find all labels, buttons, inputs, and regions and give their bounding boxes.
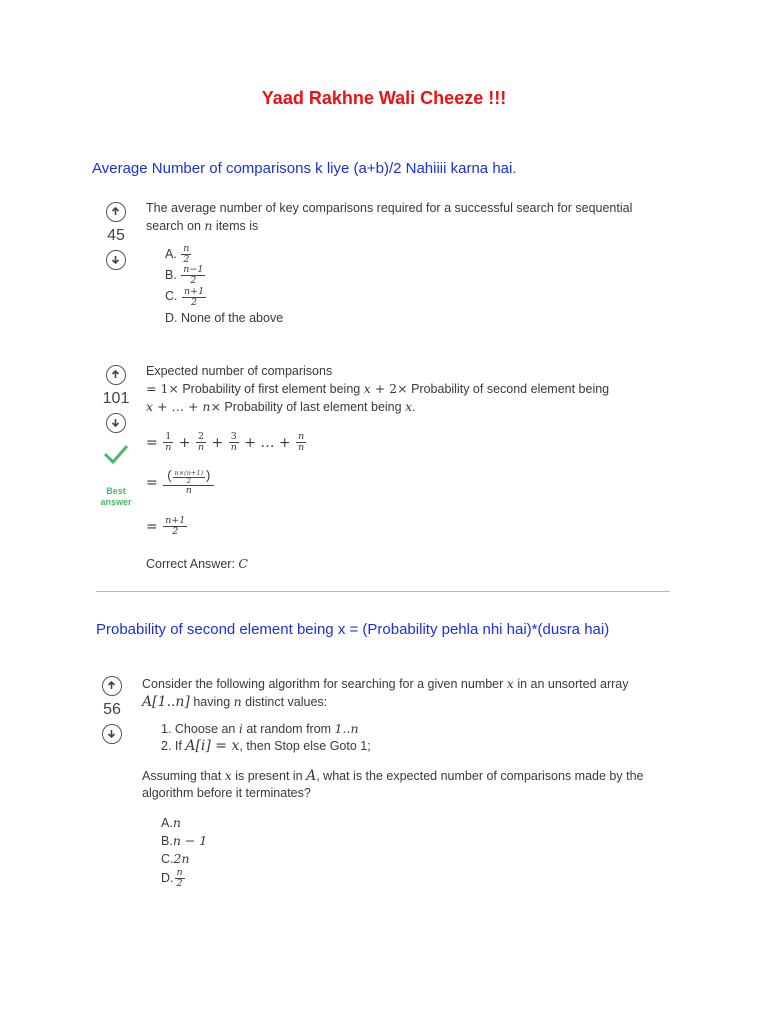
a1-equation-3: = $\frac{n+1}{2}$ (146, 515, 186, 537)
q1-option-a: A. $\frac{n}{2}$ (165, 243, 190, 266)
a1-correct-answer: Correct Answer: C (146, 556, 248, 571)
q2-question: Consider the following algorithm for searching for a given number x in an unsorted array A[1..n] having n distinct values: (142, 676, 629, 710)
q1-option-c: C. $\frac{n+1}{2}$ (165, 285, 205, 308)
q2-step-1: 1. Choose an i at random from 1..n (161, 721, 359, 736)
downvote-icon[interactable] (102, 724, 122, 744)
q2-assumption: Assuming that x is present in A, what is the expected number of comparisons made by the algorithm before it terminates? (142, 768, 644, 800)
q1-vote-count: 45 (107, 227, 125, 244)
q2-algorithm-steps (161, 720, 371, 755)
checkmark-icon (96, 443, 136, 470)
note-average-comparisons: Average Number of comparisons k liye (a+b)/2 Nahiiii karna hai. (92, 160, 517, 177)
q2-option-a: A.n (161, 815, 181, 830)
downvote-icon[interactable] (106, 250, 126, 270)
upvote-icon[interactable] (102, 676, 122, 696)
q2-options (161, 814, 207, 889)
q1-vote-box (96, 202, 136, 270)
a1-equation-2: = ( $\frac{n\times(n+1)}{2}$ ) n (146, 470, 215, 496)
q2-option-b: B.n − 1 (161, 833, 208, 848)
q1-question: The average number of key comparisons required for a successful search for sequential search on n items is (146, 201, 633, 233)
a1-vote-count: 101 (102, 390, 130, 407)
a1-vote-box (96, 365, 136, 508)
q2-option-d: D. $\frac{n}{2}$ (161, 867, 183, 889)
section-divider (96, 591, 670, 592)
q2-step-2: 2. If A[i] = x, then Stop else Goto 1; (161, 738, 371, 754)
a1-equation-1: = $\frac{1}{n}$ + $\frac{2}{n}$ + $\frac{3}{n}$ + … + $\frac{n}{n}$ (146, 431, 305, 453)
q2-vote-count: 56 (103, 701, 121, 718)
q2-vote-box (92, 676, 132, 744)
q1-option-d: D. None of the above (165, 310, 284, 325)
a1-explanation: Expected number of comparisons = 1× Probability of first element being x + 2× Probability of second element being x + … + n× Probability of last element being x. (146, 364, 610, 414)
upvote-icon[interactable] (106, 202, 126, 222)
page-title: Yaad Rakhne Wali Cheeze !!! (261, 88, 507, 108)
note-second-element-probability: Probability of second element being x = (Probability pehla nhi hai)*(dusra hai) (96, 621, 610, 638)
downvote-icon[interactable] (106, 413, 126, 433)
q1-options (165, 244, 283, 328)
q1-option-b: B. $\frac{n-1}{2}$ (165, 264, 204, 287)
best-answer-label: Best answer (100, 486, 132, 507)
upvote-icon[interactable] (106, 365, 126, 385)
q2-option-c: C.2n (161, 851, 190, 866)
